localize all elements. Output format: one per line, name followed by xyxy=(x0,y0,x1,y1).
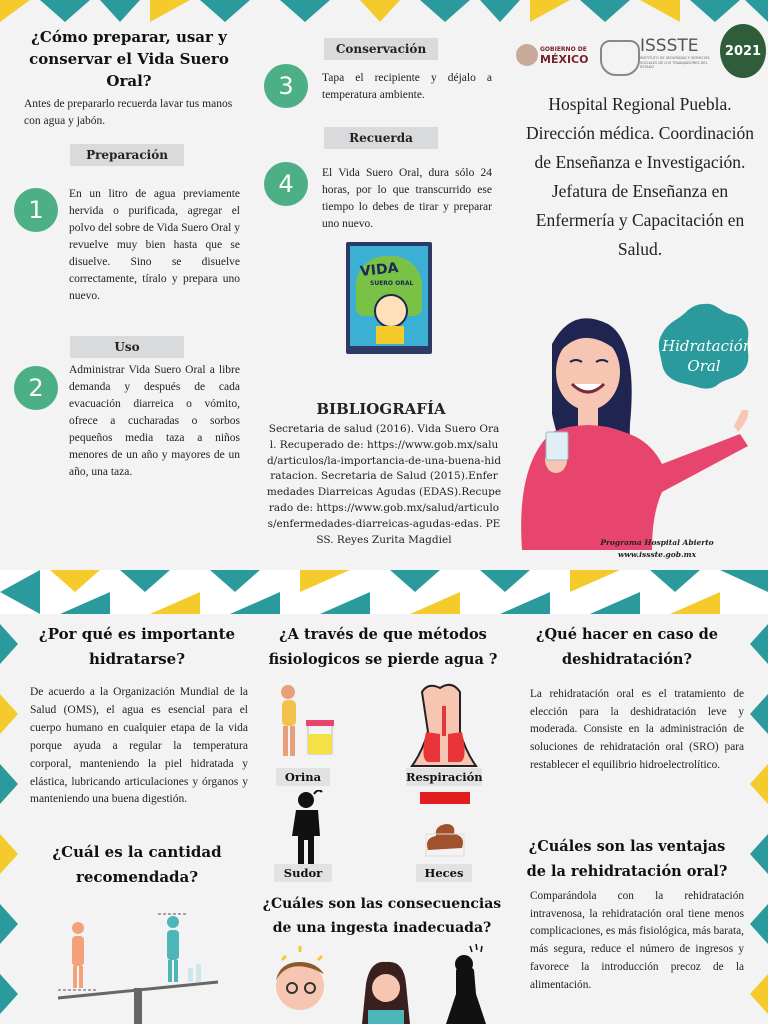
step-3-text: Tapa el recipiente y déjalo a temperatura ambiente. xyxy=(322,72,492,101)
panel-preparation xyxy=(0,24,256,570)
urine-illustration xyxy=(274,684,354,764)
sweat-illustration xyxy=(284,790,334,866)
panel5-title2: ¿Cuáles son las consecuencias de una ingesta inadecuada? xyxy=(262,896,502,936)
feces-illustration xyxy=(420,790,470,862)
caption-heces: Heces xyxy=(416,864,472,882)
label-preparacion: Preparación xyxy=(70,144,184,166)
panel-water-loss xyxy=(256,614,512,1024)
inadequate-intake-illustrations xyxy=(260,944,510,1024)
step-4-text: El Vida Suero Oral, dura sólo 24 horas, por lo que transcurrido ese tiempo lo debes de tirar y preparar uno nuevo. xyxy=(322,167,492,230)
panel4-title1: ¿Por qué es importante hidratarse? xyxy=(38,625,236,668)
packet-title: VIDA xyxy=(359,260,400,280)
panel4-title2: ¿Cuál es la cantidad recomendada? xyxy=(52,843,222,886)
left-pattern-border xyxy=(0,614,18,1024)
step-1-badge: 1 xyxy=(14,188,58,232)
panel-cover xyxy=(512,24,768,570)
issste-emblem-icon xyxy=(600,40,640,76)
respiration-illustration xyxy=(406,682,482,768)
panel6-text2: Comparándola con la rehidratación intravenosa, la rehidratación oral tiene menos complicaciones, es más fisiológica, más barata, más segura, reduce el número de ingresos y favorece la introducción precoz de la alimentación. xyxy=(530,890,744,991)
hospital-heading: Hospital Regional Puebla. Dirección médica. Coordinación de Enseñanza e Investigación. Jefatura de Enseñanza en Enfermería y Capacitación en Salud. xyxy=(526,94,754,259)
panel4-text1: De acuerdo a la Organización Mundial de la Salud (OMS), el agua es esencial para el cuerpo humano en cualquier etapa de la vida porque ayuda a regular la temperatura corporal, manteniendo la piel hidratada y elástica, lubricando articulaciones y órganos y manteniendo una buena digestión. xyxy=(30,686,248,806)
bibliography-title: BIBLIOGRAFÍA xyxy=(316,400,446,418)
panel1-intro: Antes de prepararlo recuerda lavar tus manos con agua y jabón. xyxy=(24,98,233,127)
label-conservacion: Conservación xyxy=(324,38,438,60)
logo-gobierno-mexico: GOBIERNO DE MÉXICO xyxy=(516,38,598,78)
water-intake-scale-illustration xyxy=(38,910,238,1024)
top-pattern-band xyxy=(0,0,768,24)
packet-subtitle: SUERO ORAL xyxy=(370,280,414,287)
suero-packet-image xyxy=(346,242,432,354)
bibliography-text: Secretaria de salud (2016). Vida Suero Oral. Recuperado de: https://www.gob.mx/salud/articulos/la-importancia-de-una-buena-hidratacion. Secretaria de Salud (2015).Enfermedades Diarreicas Agudas (EDAS).Recuperado de: https://www.gob.mx/salud/articulos/enfermedades-diarreicas-agudas-edas. PESS. Reyes Zurita Magdiel xyxy=(266,423,502,546)
triangle-pattern-top xyxy=(0,0,768,24)
step-2-text: Administrar Vida Suero Oral a libre demanda y después de cada evacuación diarreica o vómito, ofrece a cucharadas o sorbos pequeños media taza a niños menores de un año y mayores de un año, una taza. xyxy=(69,364,240,478)
panel6-title1: ¿Qué hacer en caso de deshidratación? xyxy=(536,626,718,668)
panel-conservation xyxy=(256,24,512,570)
right-pattern-border xyxy=(750,614,768,1024)
caption-orina: Orina xyxy=(276,768,330,786)
label-uso: Uso xyxy=(70,336,184,358)
triangle-pattern-middle xyxy=(0,570,768,614)
label-recuerda: Recuerda xyxy=(324,127,438,149)
caption-sudor: Sudor xyxy=(274,864,332,882)
panel6-title2: ¿Cuáles son las ventajas de la rehidratación oral? xyxy=(526,838,728,880)
logo-issste: ISSSTE INSTITUTO DE SEGURIDAD Y SERVICIOS SOCIALES DE LOS TRABAJADORES DEL ESTADO xyxy=(600,36,714,80)
step-3-badge: 3 xyxy=(264,64,308,108)
panel1-title: ¿Cómo preparar, usar y conservar el Vida Suero Oral? xyxy=(29,28,229,90)
step-4-badge: 4 xyxy=(264,162,308,206)
panel-dehydration xyxy=(512,614,750,1024)
step-1-text: En un litro de agua previamente hervida o purificada, agregar el polvo del sobre de Vida Suero Oral y revuelve muy bien hasta que se disuelve. Sino se disuelve correctamente, tíralo y prepara uno nuevo. xyxy=(69,188,240,302)
panel6-text1: La rehidratación oral es el tratamiento de elección para la deshidratación leve y moderada. Consiste en la administración de soluciones de rehidratación oral (SRO) para restablecer el equilibrio hidroelectrolítico. xyxy=(530,688,744,771)
panel-importance xyxy=(18,614,256,1024)
middle-pattern-band xyxy=(0,570,768,614)
step-2-badge: 2 xyxy=(14,366,58,410)
program-url: www.issste.gob.mx xyxy=(617,550,697,559)
program-name: Programa Hospital Abierto xyxy=(600,538,714,547)
logo-mexico-2021: 2021 xyxy=(720,24,766,78)
caption-respiracion: Respiración xyxy=(406,770,483,784)
panel5-title1: ¿A través de que métodos fisiologicos se pierde agua ? xyxy=(268,626,498,668)
hydration-badge-text: Hidratación Oral xyxy=(662,337,753,375)
